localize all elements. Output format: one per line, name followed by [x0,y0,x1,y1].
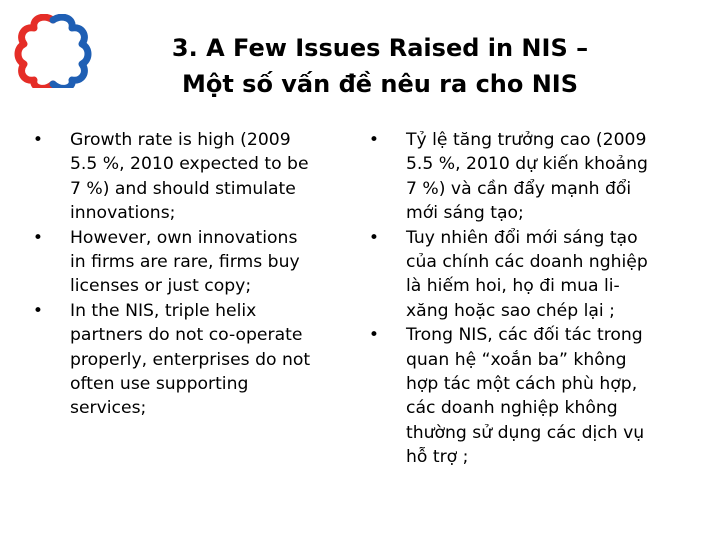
bullet-item-vietnamese: • Tuy nhiên đổi mới sáng tạo của chính các doanh nghiệp là hiếm hoi, họ đi mua li- xăng hoặc sao chép lại ; [364,226,684,324]
bullet-item-english: • However, own innovations in firms are rare, firms buy licenses or just copy; [28,226,358,299]
bullet-item-english: • In the NIS, triple helix partners do not co-operate properly, enterprises do not often use supporting services; [28,299,358,421]
vietnamese-bullet-column [364,128,684,470]
bullet-item-vietnamese: • Tỷ lệ tăng trưởng cao (2009 5.5 %, 2010 dự kiến khoảng 7 %) và cần đẩy mạnh đổi mới sáng tạo; [364,128,684,226]
bullet-icon: • [368,227,380,248]
bullet-icon: • [32,130,44,150]
bullet-icon: • [32,300,44,321]
bullet-item-vietnamese: • Trong NIS, các đối tác trong quan hệ “xoắn ba” không hợp tác một cách phù hợp, các doanh nghiệp không thường sử dụng các dịch vụ hỗ trợ ; [364,323,684,469]
flower-logo-icon [14,14,92,88]
title-line-english: 3. A Few Issues Raised in NIS – [171,34,589,62]
bullet-icon: • [368,130,380,150]
bullet-icon: • [32,227,44,248]
bullet-item-english: • Growth rate is high (2009 5.5 %, 2010 expected to be 7 %) and should stimulate innovations; [28,128,358,226]
english-bullet-column [28,128,358,421]
title-line-vietnamese: Một số vấn đề nêu ra cho NIS [181,70,579,98]
slide-title [120,30,640,102]
bullet-icon: • [368,325,380,346]
